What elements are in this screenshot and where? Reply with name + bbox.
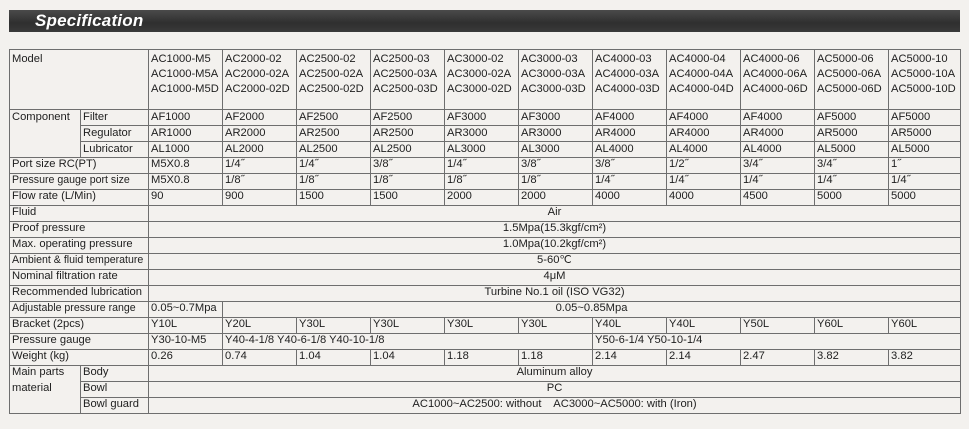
model-name: AC4000-04D (669, 83, 734, 95)
value-cell: AL2500 (297, 142, 371, 158)
model-name: AC2500-02 (299, 53, 356, 65)
value-cell: 2.14 (667, 350, 741, 366)
bowl-material-row (10, 382, 961, 398)
value-cell: Y30L (445, 318, 519, 334)
value-cell: 3/8˝ (519, 158, 593, 174)
merged-value: PC (149, 382, 961, 398)
value-cell: 3/8˝ (371, 158, 445, 174)
body-material-row (10, 366, 961, 382)
model-name: AC4000-04 (669, 53, 726, 65)
value-cell: 2.14 (593, 350, 667, 366)
title-bar (9, 10, 960, 32)
value-cell: Y10L (149, 318, 223, 334)
sub-label: Regulator (81, 126, 149, 142)
merged-value: 0.05~0.85Mpa (223, 302, 961, 318)
model-name: AC5000-06A (817, 68, 882, 80)
value-cell: AL2000 (223, 142, 297, 158)
model-name: AC3000-02D (447, 83, 512, 95)
value-cell: AL5000 (815, 142, 889, 158)
value-cell: 2.47 (741, 350, 815, 366)
value-cell: 1/4˝ (297, 158, 371, 174)
value-cell: 3.82 (889, 350, 961, 366)
row-label: Component (10, 110, 81, 158)
model-name: AC1000-M5 (151, 53, 211, 65)
value-cell: AR2500 (371, 126, 445, 142)
value-cell: 1/4˝ (593, 174, 667, 190)
value-cell: 1/8˝ (297, 174, 371, 190)
value-cell: AL4000 (593, 142, 667, 158)
value-cell: 3/8˝ (593, 158, 667, 174)
model-name: AC3000-02A (447, 68, 512, 80)
value-cell: AF4000 (667, 110, 741, 126)
adj-pressure-row (10, 302, 961, 318)
component-filter-row (10, 110, 961, 126)
value-cell: AL1000 (149, 142, 223, 158)
model-name: AC2000-02D (225, 83, 290, 95)
model-name: AC4000-03D (595, 83, 660, 95)
value-cell: 1/4˝ (889, 174, 961, 190)
value-cell: Y60L (815, 318, 889, 334)
value-cell: 4000 (593, 190, 667, 206)
value-cell: Y30L (519, 318, 593, 334)
filtration-row (10, 270, 961, 286)
model-cell (741, 50, 815, 110)
model-name: AC2500-02A (299, 68, 364, 80)
merged-value: Turbine No.1 oil (ISO VG32) (149, 286, 961, 302)
model-name: AC3000-03A (521, 68, 586, 80)
value-cell: 900 (223, 190, 297, 206)
row-label: Weight (kg) (10, 350, 149, 366)
value-cell: 0.26 (149, 350, 223, 366)
model-cell (519, 50, 593, 110)
model-cell (223, 50, 297, 110)
value-cell: Y30L (297, 318, 371, 334)
value-cell: Y40L (593, 318, 667, 334)
model-name: AC5000-10A (891, 68, 956, 80)
merged-value: 5-60℃ (149, 254, 961, 270)
value-cell: 90 (149, 190, 223, 206)
gauge-port-row (10, 174, 961, 190)
value-cell: 1.18 (519, 350, 593, 366)
sub-label: Bowl guard (81, 398, 149, 414)
sub-label: Body (81, 366, 149, 382)
model-name: AC2500-03D (373, 83, 438, 95)
model-name: AC2500-02D (299, 83, 364, 95)
value-cell: 1/4˝ (223, 158, 297, 174)
value-cell: AF5000 (815, 110, 889, 126)
value-cell: 1/4˝ (741, 174, 815, 190)
value-cell: Y20L (223, 318, 297, 334)
value-cell: M5X0.8 (149, 174, 223, 190)
merged-value: Y50-6-1/4 Y50-10-1/4 (593, 334, 961, 350)
row-label: Max. operating pressure (10, 238, 149, 254)
value-cell: 1/8˝ (445, 174, 519, 190)
value-cell: AR2500 (297, 126, 371, 142)
value-cell: 5000 (889, 190, 961, 206)
value-cell: 4500 (741, 190, 815, 206)
model-name: AC4000-03 (595, 53, 652, 65)
row-label: Model (10, 50, 149, 110)
value-cell: AL5000 (889, 142, 961, 158)
row-label: Adjustable pressure range (10, 302, 149, 318)
value-cell: 1/8˝ (519, 174, 593, 190)
value-cell: AF2500 (371, 110, 445, 126)
value-cell: AF2500 (297, 110, 371, 126)
model-cell (593, 50, 667, 110)
value-cell: 1/4˝ (815, 174, 889, 190)
value-cell: AR2000 (223, 126, 297, 142)
pressure-gauge-row (10, 334, 961, 350)
port-size-row (10, 158, 961, 174)
row-label: Ambient & fluid temperature (10, 254, 149, 270)
value-cell: AR5000 (815, 126, 889, 142)
bowl-guard-row (10, 398, 961, 414)
value-cell: AF4000 (593, 110, 667, 126)
sub-label: Bowl (81, 382, 149, 398)
model-name: AC5000-10 (891, 53, 948, 65)
lubrication-row (10, 286, 961, 302)
row-label: Nominal filtration rate (10, 270, 149, 286)
value-cell: 5000 (815, 190, 889, 206)
value-cell: 0.05~0.7Mpa (149, 302, 223, 318)
value-cell: Y30L (371, 318, 445, 334)
value-cell: AL3000 (519, 142, 593, 158)
row-label: Bracket (2pcs) (10, 318, 149, 334)
model-name: AC5000-06 (817, 53, 874, 65)
model-name: AC3000-03D (521, 83, 586, 95)
value-cell: 3.82 (815, 350, 889, 366)
model-name: AC2500-03 (373, 53, 430, 65)
row-label (10, 366, 81, 414)
weight-row (10, 350, 961, 366)
value-cell: Y50L (741, 318, 815, 334)
section-title: Specification (35, 11, 144, 30)
model-cell (371, 50, 445, 110)
row-label: Pressure gauge (10, 334, 149, 350)
value-cell: 1/4˝ (667, 174, 741, 190)
value-cell: AR3000 (445, 126, 519, 142)
main-parts-label: Main parts (12, 366, 65, 378)
value-cell: Y40L (667, 318, 741, 334)
value-cell: M5X0.8 (149, 158, 223, 174)
max-pressure-row (10, 238, 961, 254)
fluid-row (10, 206, 961, 222)
model-name: AC2500-03A (373, 68, 438, 80)
sub-label: Filter (81, 110, 149, 126)
value-cell: 0.74 (223, 350, 297, 366)
value-cell: AR4000 (667, 126, 741, 142)
value-cell: 1.18 (445, 350, 519, 366)
value-cell: AF2000 (223, 110, 297, 126)
model-name: AC5000-10D (891, 83, 956, 95)
value-cell: 1/8˝ (371, 174, 445, 190)
merged-value: Y40-4-1/8 Y40-6-1/8 Y40-10-1/8 (223, 334, 593, 350)
ambient-temp-row (10, 254, 961, 270)
value-cell: AF3000 (519, 110, 593, 126)
proof-pressure-row (10, 222, 961, 238)
flow-rate-row (10, 190, 961, 206)
model-cell (667, 50, 741, 110)
model-name: AC1000-M5D (151, 83, 219, 95)
merged-value: Aluminum alloy (149, 366, 961, 382)
row-label: Pressure gauge port size (10, 174, 149, 190)
value-cell: AF1000 (149, 110, 223, 126)
value-cell: Y60L (889, 318, 961, 334)
row-label: Recommended lubrication (10, 286, 149, 302)
bracket-row (10, 318, 961, 334)
value-cell: 1˝ (889, 158, 961, 174)
merged-value: 1.5Mpa(15.3kgf/cm²) (149, 222, 961, 238)
merged-value: AC1000~AC2500: without AC3000~AC5000: with (Iron) (149, 398, 961, 414)
model-cell (149, 50, 223, 110)
value-cell: 2000 (445, 190, 519, 206)
value-cell: AR5000 (889, 126, 961, 142)
sub-label: Lubricator (81, 142, 149, 158)
model-name: AC3000-03 (521, 53, 578, 65)
value-cell: 1/8˝ (223, 174, 297, 190)
merged-value: 4μM (149, 270, 961, 286)
row-label: Port size RC(PT) (10, 158, 149, 174)
value-cell: 1.04 (371, 350, 445, 366)
spec-table (9, 49, 961, 414)
model-name: AC3000-02 (447, 53, 504, 65)
value-cell: 1/2˝ (667, 158, 741, 174)
value-cell: 1500 (371, 190, 445, 206)
model-name: AC4000-03A (595, 68, 660, 80)
value-cell: 4000 (667, 190, 741, 206)
value-cell: AL3000 (445, 142, 519, 158)
model-name: AC4000-04A (669, 68, 734, 80)
value-cell: 1/4˝ (445, 158, 519, 174)
merged-value: 1.0Mpa(10.2kgf/cm²) (149, 238, 961, 254)
row-label: Fluid (10, 206, 149, 222)
model-name: AC1000-M5A (151, 68, 219, 80)
merged-value: Air (149, 206, 961, 222)
spec-table-body (10, 50, 961, 414)
value-cell: 3/4˝ (741, 158, 815, 174)
value-cell: AR3000 (519, 126, 593, 142)
value-cell: 3/4˝ (815, 158, 889, 174)
model-cell (445, 50, 519, 110)
model-name: AC2000-02A (225, 68, 290, 80)
model-name: AC5000-06D (817, 83, 882, 95)
model-cell (297, 50, 371, 110)
value-cell: 1.04 (297, 350, 371, 366)
row-label: Flow rate (L/Min) (10, 190, 149, 206)
main-parts-label: material (12, 382, 52, 394)
component-lubricator-row (10, 142, 961, 158)
value-cell: AF5000 (889, 110, 961, 126)
value-cell: AF3000 (445, 110, 519, 126)
model-name: AC4000-06D (743, 83, 808, 95)
value-cell: Y30-10-M5 (149, 334, 223, 350)
row-label: Proof pressure (10, 222, 149, 238)
model-cell (815, 50, 889, 110)
model-name: AC4000-06 (743, 53, 800, 65)
value-cell: AL4000 (741, 142, 815, 158)
model-row (10, 50, 961, 110)
model-cell (889, 50, 961, 110)
value-cell: AR4000 (741, 126, 815, 142)
value-cell: 2000 (519, 190, 593, 206)
value-cell: AR4000 (593, 126, 667, 142)
value-cell: AR1000 (149, 126, 223, 142)
value-cell: AL2500 (371, 142, 445, 158)
value-cell: AF4000 (741, 110, 815, 126)
value-cell: AL4000 (667, 142, 741, 158)
component-regulator-row (10, 126, 961, 142)
model-name: AC4000-06A (743, 68, 808, 80)
value-cell: 1500 (297, 190, 371, 206)
model-name: AC2000-02 (225, 53, 282, 65)
